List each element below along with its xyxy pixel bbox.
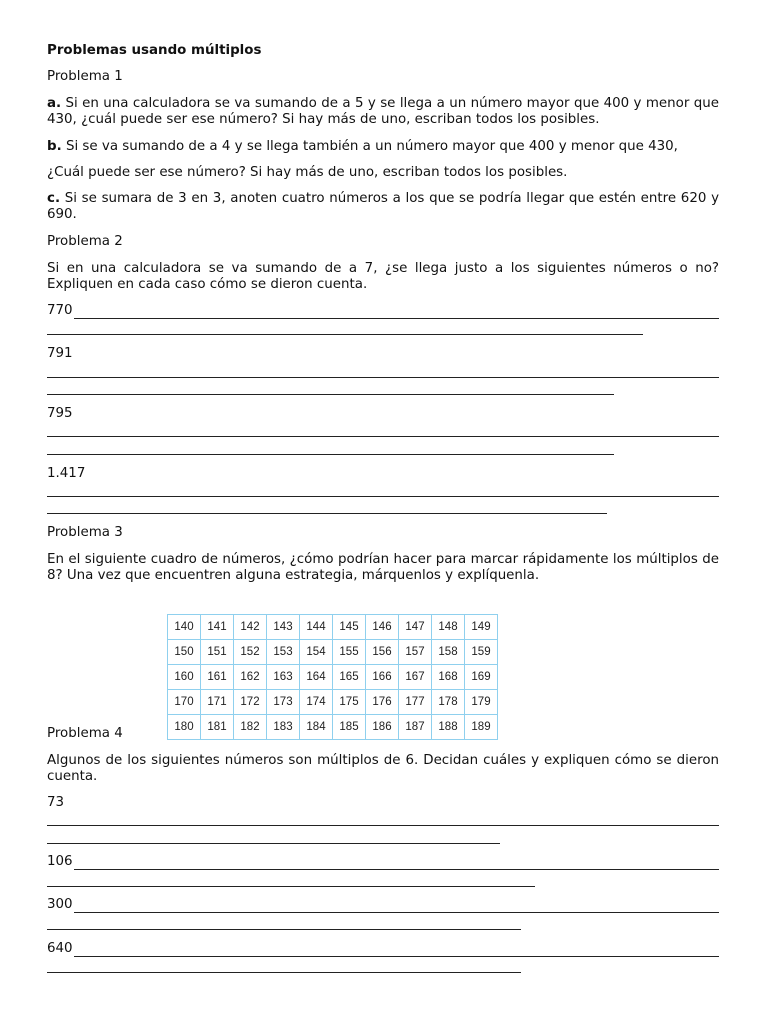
- grid-cell[interactable]: 188: [432, 715, 465, 740]
- problem-4-number-73: 73: [47, 795, 65, 810]
- answer-line[interactable]: [47, 843, 500, 844]
- grid-cell[interactable]: 160: [168, 665, 201, 690]
- grid-cell[interactable]: 175: [333, 690, 366, 715]
- grid-row: [168, 640, 498, 665]
- problem-1b-label: b.: [47, 139, 62, 154]
- problem-1b-continuation: ¿Cuál puede ser ese número? Si hay más de uno, escriban todos los posibles.: [47, 165, 568, 180]
- grid-cell[interactable]: 186: [366, 715, 399, 740]
- answer-line[interactable]: [47, 496, 719, 497]
- grid-cell[interactable]: 177: [399, 690, 432, 715]
- grid-cell[interactable]: 153: [267, 640, 300, 665]
- grid-cell[interactable]: 182: [234, 715, 267, 740]
- grid-cell[interactable]: 185: [333, 715, 366, 740]
- problem-4-number-106: 106: [47, 854, 73, 869]
- grid-cell[interactable]: 187: [399, 715, 432, 740]
- grid-cell[interactable]: 174: [300, 690, 333, 715]
- grid-cell[interactable]: 149: [465, 615, 498, 640]
- grid-cell[interactable]: 170: [168, 690, 201, 715]
- grid-cell[interactable]: 189: [465, 715, 498, 740]
- grid-cell[interactable]: 179: [465, 690, 498, 715]
- grid-cell[interactable]: 147: [399, 615, 432, 640]
- problem-1a-label: a.: [47, 96, 62, 111]
- grid-cell[interactable]: 158: [432, 640, 465, 665]
- problem-4-heading: Problema 4: [47, 726, 123, 741]
- grid-cell[interactable]: 150: [168, 640, 201, 665]
- answer-line[interactable]: [47, 956, 719, 957]
- grid-cell[interactable]: 157: [399, 640, 432, 665]
- grid-cell[interactable]: 165: [333, 665, 366, 690]
- answer-line[interactable]: [47, 454, 614, 455]
- answer-line[interactable]: [47, 334, 643, 335]
- grid-cell[interactable]: 144: [300, 615, 333, 640]
- problem-2-number-791: 791: [47, 346, 73, 361]
- grid-cell[interactable]: 148: [432, 615, 465, 640]
- grid-cell[interactable]: 143: [267, 615, 300, 640]
- problem-1-heading: Problema 1: [47, 69, 123, 84]
- grid-cell[interactable]: 151: [201, 640, 234, 665]
- grid-cell[interactable]: 154: [300, 640, 333, 665]
- grid-cell[interactable]: 172: [234, 690, 267, 715]
- grid-cell[interactable]: 145: [333, 615, 366, 640]
- problem-1b: [47, 139, 719, 155]
- grid-cell[interactable]: 142: [234, 615, 267, 640]
- answer-line[interactable]: [47, 912, 719, 913]
- answer-line[interactable]: [47, 825, 719, 826]
- grid-cell[interactable]: 164: [300, 665, 333, 690]
- grid-cell[interactable]: 183: [267, 715, 300, 740]
- grid-cell[interactable]: 178: [432, 690, 465, 715]
- grid-cell[interactable]: 146: [366, 615, 399, 640]
- grid-cell[interactable]: 162: [234, 665, 267, 690]
- problem-2-number-1417: 1.417: [47, 466, 86, 481]
- problem-4-text: Algunos de los siguientes números son múltiplos de 6. Decidan cuáles y expliquen cómo se dieron cuenta.: [47, 753, 719, 784]
- problem-4-number-640: 640: [47, 941, 73, 956]
- answer-line[interactable]: [47, 929, 521, 930]
- answer-line[interactable]: [47, 972, 521, 973]
- answer-line[interactable]: [47, 513, 607, 514]
- problem-2-number-770: 770: [47, 303, 73, 318]
- number-grid: [167, 614, 498, 740]
- problem-2-text: Si en una calculadora se va sumando de a 7, ¿se llega justo a los siguientes números o no? Expliquen en cada caso cómo se dieron cuenta.: [47, 261, 719, 292]
- problem-1a: [47, 96, 719, 128]
- problem-2-number-795: 795: [47, 406, 73, 421]
- problem-2-heading: Problema 2: [47, 234, 123, 249]
- grid-cell[interactable]: 168: [432, 665, 465, 690]
- problem-3-text: En el siguiente cuadro de números, ¿cómo podrían hacer para marcar rápidamente los múltiplos de 8? Una vez que encuentren alguna estrategia, márquenlos y explíquenla.: [47, 552, 719, 583]
- grid-cell[interactable]: 163: [267, 665, 300, 690]
- grid-cell[interactable]: 169: [465, 665, 498, 690]
- grid-cell[interactable]: 167: [399, 665, 432, 690]
- answer-line[interactable]: [47, 394, 614, 395]
- answer-line[interactable]: [47, 886, 535, 887]
- grid-cell[interactable]: 155: [333, 640, 366, 665]
- grid-cell[interactable]: 181: [201, 715, 234, 740]
- grid-cell[interactable]: 166: [366, 665, 399, 690]
- problem-4-number-300: 300: [47, 897, 73, 912]
- problem-1c-label: c.: [47, 191, 61, 206]
- problem-1c: [47, 191, 719, 223]
- grid-row: [168, 615, 498, 640]
- grid-cell[interactable]: 176: [366, 690, 399, 715]
- problem-1b-text: Si se va sumando de a 4 y se llega también a un número mayor que 400 y menor que 430,: [65, 139, 678, 154]
- grid-cell[interactable]: 184: [300, 715, 333, 740]
- grid-cell[interactable]: 159: [465, 640, 498, 665]
- answer-line[interactable]: [47, 436, 719, 437]
- answer-line[interactable]: [47, 318, 719, 319]
- grid-cell[interactable]: 171: [201, 690, 234, 715]
- grid-cell[interactable]: 156: [366, 640, 399, 665]
- grid-cell[interactable]: 152: [234, 640, 267, 665]
- grid-cell[interactable]: 161: [201, 665, 234, 690]
- grid-row: [168, 665, 498, 690]
- grid-row: [168, 690, 498, 715]
- grid-cell[interactable]: 173: [267, 690, 300, 715]
- answer-line[interactable]: [47, 377, 719, 378]
- grid-cell[interactable]: 141: [201, 615, 234, 640]
- problem-3-heading: Problema 3: [47, 525, 123, 540]
- document-title: Problemas usando múltiplos: [47, 43, 262, 58]
- answer-line[interactable]: [47, 869, 719, 870]
- grid-cell[interactable]: 140: [168, 615, 201, 640]
- grid-cell[interactable]: 180: [168, 715, 201, 740]
- problem-1a-text: Si en una calculadora se va sumando de a 5 y se llega a un número mayor que 400 y menor que 430, ¿cuál puede ser ese número? Si hay más de uno, escriban todos los posibles.: [47, 96, 719, 127]
- problem-1c-text: Si se sumara de 3 en 3, anoten cuatro números a los que se podría llegar que estén entre 620 y 690.: [47, 191, 719, 222]
